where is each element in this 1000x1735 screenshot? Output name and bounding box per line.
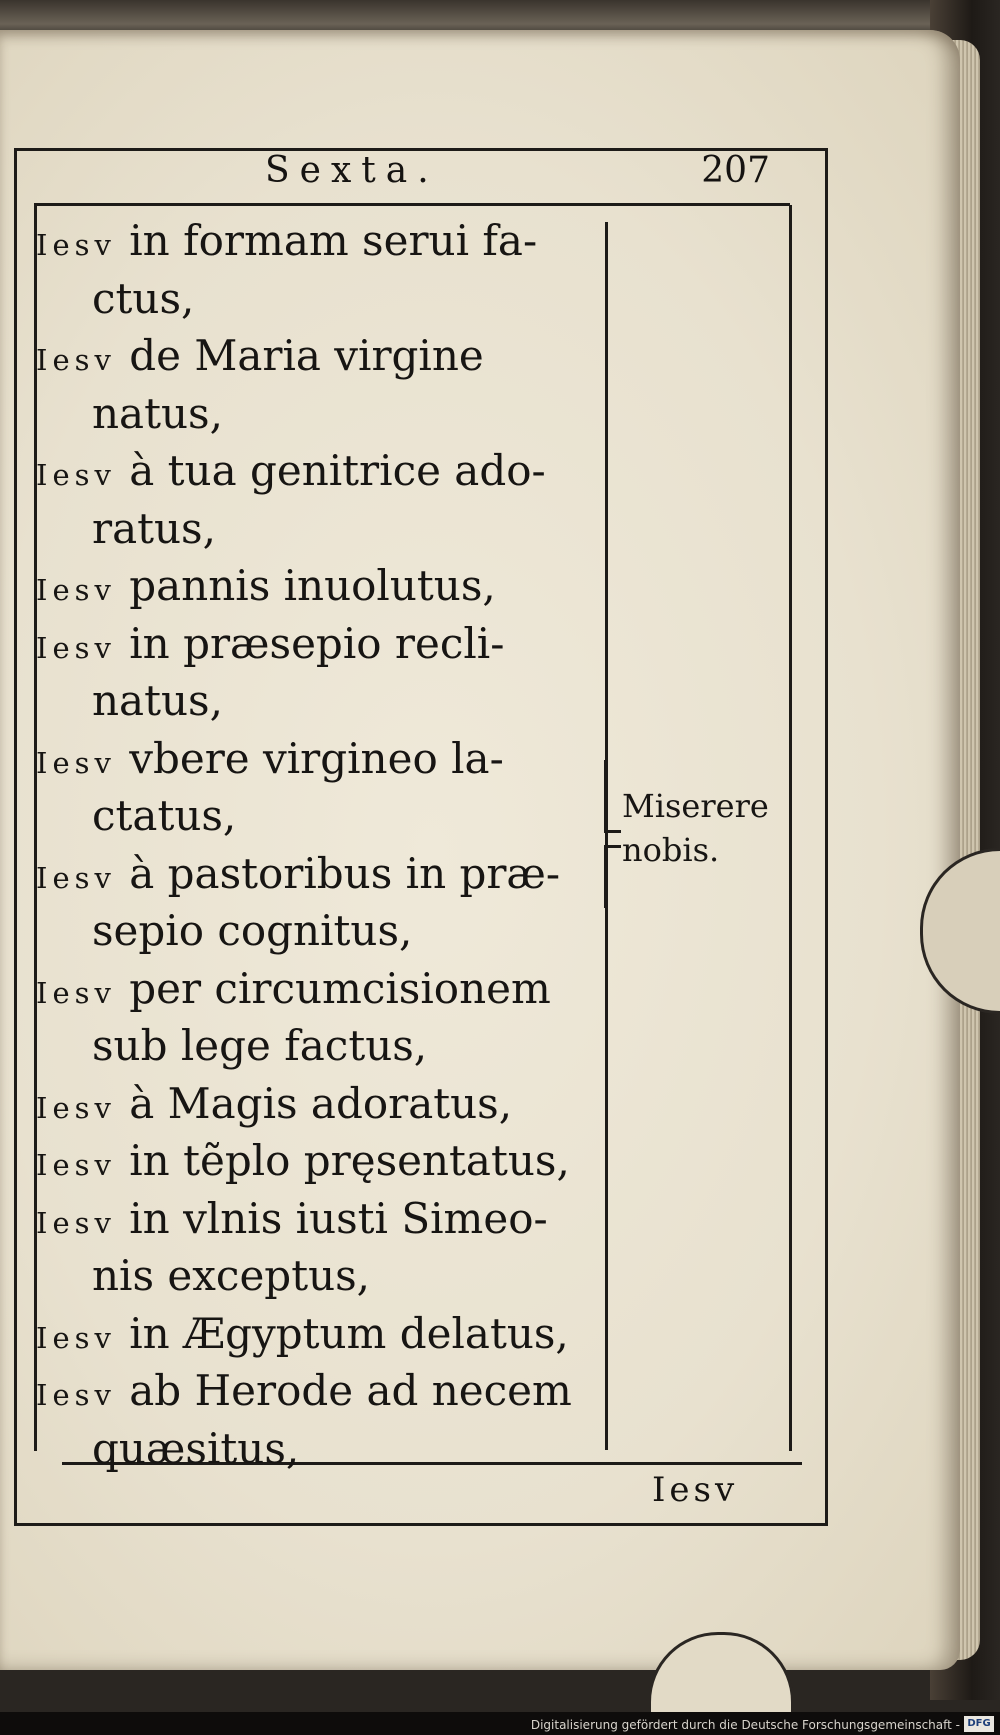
invocation-text: natus, [92, 676, 223, 725]
litany-column [36, 212, 606, 1477]
invocation-prefix: Iesv [36, 745, 116, 780]
response-brace-bottom [604, 845, 621, 908]
invocation-text: à Magis adoratus, [129, 1078, 513, 1128]
page-number: 207 [701, 150, 770, 191]
invocation-prefix: Iesv [36, 458, 116, 492]
invocation-prefix: Iesv [36, 1090, 116, 1125]
invocation-text: in vlnis iusti Simeo- [129, 1193, 548, 1243]
invocation-text: in tẽplo pręsentatus, [129, 1136, 570, 1185]
response-line-2: nobis. [622, 831, 720, 869]
litany-line [36, 557, 606, 615]
litany-line [36, 270, 606, 328]
invocation-prefix: Iesv [36, 1378, 116, 1412]
invocation-prefix: Iesv [36, 573, 116, 607]
invocation-prefix: Iesv [36, 343, 116, 377]
dfg-logo-icon: DFG [964, 1716, 994, 1732]
litany-line [36, 327, 606, 385]
invocation-text: in præsepio recli- [129, 618, 505, 668]
invocation-text: nis exceptus, [92, 1251, 371, 1300]
invocation-prefix: Iesv [36, 860, 116, 895]
litany-line [36, 1420, 606, 1478]
litany-line [36, 442, 606, 500]
invocation-text: sub lege factus, [92, 1021, 428, 1070]
litany-line [36, 1132, 606, 1190]
invocation-text: de Maria virgine [129, 331, 484, 380]
litany-line [36, 787, 606, 845]
litany-line [36, 615, 606, 673]
invocation-text: in formam serui fa- [129, 216, 538, 265]
litany-line [36, 1305, 606, 1363]
invocation-prefix: Iesv [36, 1320, 116, 1355]
invocation-prefix: Iesv [36, 228, 116, 262]
response-line-1: Miserere [622, 787, 769, 825]
invocation-text: natus, [92, 388, 223, 438]
litany-line [36, 1017, 606, 1075]
litany-line [36, 1075, 606, 1133]
invocation-text: à pastoribus in præ- [129, 848, 561, 898]
litany-line [36, 1362, 606, 1420]
litany-line [36, 500, 606, 558]
invocation-text: per circumcisionem [129, 963, 551, 1013]
litany-line [36, 845, 606, 903]
litany-line [36, 1247, 606, 1305]
litany-line [36, 902, 606, 960]
invocation-text: vbere virgineo la- [129, 733, 504, 783]
litany-line [36, 730, 606, 788]
response-brace-top [604, 760, 621, 833]
invocation-text: quæsitus, [92, 1423, 300, 1473]
litany-line [36, 1190, 606, 1248]
running-head: Sexta. [265, 150, 439, 191]
litany-line [36, 385, 606, 443]
invocation-text: in Ægyptum delatus, [129, 1308, 569, 1358]
invocation-text: ratus, [92, 503, 216, 553]
invocation-prefix: Iesv [36, 1148, 116, 1182]
invocation-text: ab Herode ad necem [129, 1366, 572, 1415]
invocation-prefix: Iesv [36, 1205, 116, 1240]
catchword: Iesv [652, 1470, 739, 1510]
litany-line [36, 960, 606, 1018]
litany-line [36, 672, 606, 730]
invocation-text: à tua genitrice ado- [129, 446, 546, 495]
litany-line [36, 212, 606, 270]
invocation-text: sepio cognitus, [92, 906, 413, 955]
invocation-text: ctatus, [92, 791, 237, 840]
invocation-prefix: Iesv [36, 975, 116, 1010]
invocation-text: ctus, [92, 273, 195, 323]
response-text [622, 784, 772, 872]
digitization-credit: Digitalisierung gefördert durch die Deutsche Forschungsgemeinschaft - [530, 1718, 960, 1732]
invocation-text: pannis inuolutus, [129, 561, 496, 610]
invocation-prefix: Iesv [36, 630, 116, 665]
